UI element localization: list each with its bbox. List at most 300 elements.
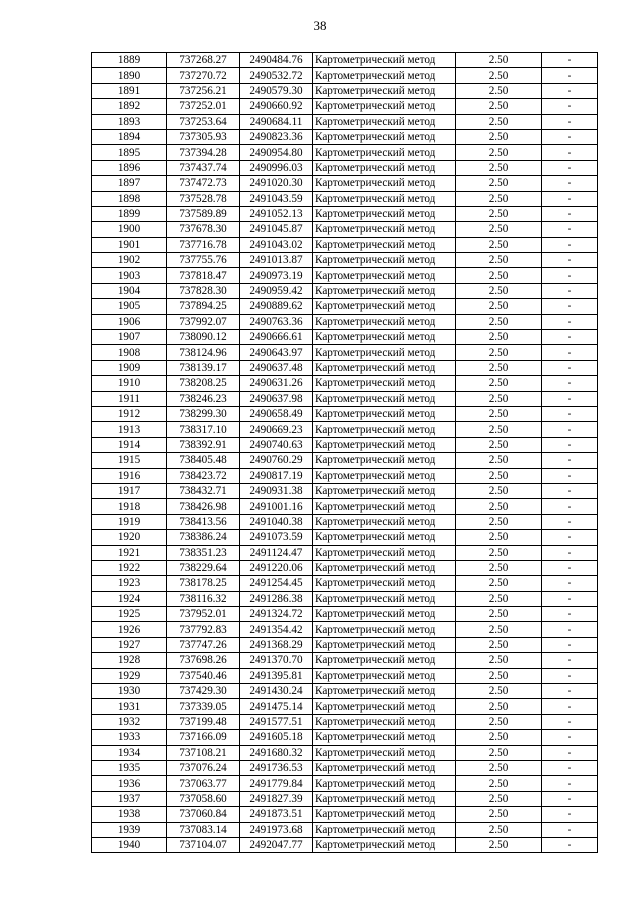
note-cell: - [542,468,598,483]
point-number-cell: 1891 [92,83,167,98]
note-cell: - [542,760,598,775]
table-row [92,653,598,668]
y-coordinate-cell: 2491368.29 [240,637,313,652]
note-cell: - [542,160,598,175]
note-cell: - [542,53,598,68]
y-coordinate-cell: 2490532.72 [240,68,313,83]
note-cell: - [542,483,598,498]
accuracy-cell: 2.50 [456,653,542,668]
table-row [92,622,598,637]
table-row [92,514,598,529]
x-coordinate-cell: 737755.76 [167,253,240,268]
y-coordinate-cell: 2491013.87 [240,253,313,268]
table-row [92,376,598,391]
method-cell: Картометрический метод [313,391,456,406]
y-coordinate-cell: 2491827.39 [240,791,313,806]
accuracy-cell: 2.50 [456,530,542,545]
x-coordinate-cell: 737818.47 [167,268,240,283]
point-number-cell: 1938 [92,807,167,822]
accuracy-cell: 2.50 [456,514,542,529]
method-cell: Картометрический метод [313,253,456,268]
note-cell: - [542,283,598,298]
point-number-cell: 1913 [92,422,167,437]
table-row [92,684,598,699]
table-row [92,299,598,314]
method-cell: Картометрический метод [313,268,456,283]
accuracy-cell: 2.50 [456,576,542,591]
table-row [92,360,598,375]
method-cell: Картометрический метод [313,437,456,452]
point-number-cell: 1911 [92,391,167,406]
point-number-cell: 1909 [92,360,167,375]
y-coordinate-cell: 2490637.48 [240,360,313,375]
x-coordinate-cell: 737305.93 [167,129,240,144]
x-coordinate-cell: 737339.05 [167,699,240,714]
x-coordinate-cell: 738299.30 [167,406,240,421]
x-coordinate-cell: 737678.30 [167,222,240,237]
table-row [92,345,598,360]
method-cell: Картометрический метод [313,607,456,622]
accuracy-cell: 2.50 [456,145,542,160]
accuracy-cell: 2.50 [456,191,542,206]
y-coordinate-cell: 2491395.81 [240,668,313,683]
table-row [92,807,598,822]
x-coordinate-cell: 738423.72 [167,468,240,483]
note-cell: - [542,345,598,360]
x-coordinate-cell: 738317.10 [167,422,240,437]
y-coordinate-cell: 2492047.77 [240,837,313,852]
method-cell: Картометрический метод [313,191,456,206]
accuracy-cell: 2.50 [456,160,542,175]
x-coordinate-cell: 737199.48 [167,714,240,729]
table-row [92,253,598,268]
note-cell: - [542,145,598,160]
note-cell: - [542,453,598,468]
x-coordinate-cell: 737104.07 [167,837,240,852]
point-number-cell: 1939 [92,822,167,837]
x-coordinate-cell: 738229.64 [167,560,240,575]
table-row [92,68,598,83]
y-coordinate-cell: 2491052.13 [240,206,313,221]
method-cell: Картометрический метод [313,684,456,699]
x-coordinate-cell: 737060.84 [167,807,240,822]
accuracy-cell: 2.50 [456,391,542,406]
accuracy-cell: 2.50 [456,330,542,345]
table-row [92,114,598,129]
point-number-cell: 1929 [92,668,167,683]
point-number-cell: 1933 [92,730,167,745]
note-cell: - [542,237,598,252]
accuracy-cell: 2.50 [456,129,542,144]
x-coordinate-cell: 737952.01 [167,607,240,622]
method-cell: Картометрический метод [313,222,456,237]
accuracy-cell: 2.50 [456,314,542,329]
method-cell: Картометрический метод [313,345,456,360]
y-coordinate-cell: 2491577.51 [240,714,313,729]
method-cell: Картометрический метод [313,822,456,837]
x-coordinate-cell: 737108.21 [167,745,240,760]
x-coordinate-cell: 737076.24 [167,760,240,775]
point-number-cell: 1926 [92,622,167,637]
method-cell: Картометрический метод [313,99,456,114]
x-coordinate-cell: 738426.98 [167,499,240,514]
note-cell: - [542,837,598,852]
note-cell: - [542,822,598,837]
x-coordinate-cell: 738246.23 [167,391,240,406]
y-coordinate-cell: 2491430.24 [240,684,313,699]
point-number-cell: 1895 [92,145,167,160]
point-number-cell: 1899 [92,206,167,221]
point-number-cell: 1910 [92,376,167,391]
method-cell: Картометрический метод [313,622,456,637]
table-row [92,637,598,652]
method-cell: Картометрический метод [313,453,456,468]
point-number-cell: 1934 [92,745,167,760]
point-number-cell: 1924 [92,591,167,606]
point-number-cell: 1928 [92,653,167,668]
note-cell: - [542,684,598,699]
method-cell: Картометрический метод [313,330,456,345]
y-coordinate-cell: 2491001.16 [240,499,313,514]
point-number-cell: 1907 [92,330,167,345]
method-cell: Картометрический метод [313,237,456,252]
note-cell: - [542,376,598,391]
accuracy-cell: 2.50 [456,206,542,221]
y-coordinate-cell: 2491043.02 [240,237,313,252]
accuracy-cell: 2.50 [456,268,542,283]
point-number-cell: 1923 [92,576,167,591]
table-row [92,268,598,283]
y-coordinate-cell: 2491286.38 [240,591,313,606]
note-cell: - [542,791,598,806]
accuracy-cell: 2.50 [456,807,542,822]
method-cell: Картометрический метод [313,514,456,529]
accuracy-cell: 2.50 [456,68,542,83]
accuracy-cell: 2.50 [456,483,542,498]
accuracy-cell: 2.50 [456,422,542,437]
table-row [92,668,598,683]
point-number-cell: 1908 [92,345,167,360]
point-number-cell: 1889 [92,53,167,68]
table-row [92,83,598,98]
note-cell: - [542,668,598,683]
x-coordinate-cell: 737472.73 [167,176,240,191]
table-body [92,53,598,853]
table-row [92,699,598,714]
point-number-cell: 1893 [92,114,167,129]
page-number: 38 [313,18,327,33]
method-cell: Картометрический метод [313,314,456,329]
table-row [92,206,598,221]
table-row [92,468,598,483]
method-cell: Картометрический метод [313,576,456,591]
method-cell: Картометрический метод [313,545,456,560]
y-coordinate-cell: 2490954.80 [240,145,313,160]
x-coordinate-cell: 737792.83 [167,622,240,637]
method-cell: Картометрический метод [313,730,456,745]
y-coordinate-cell: 2490637.98 [240,391,313,406]
y-coordinate-cell: 2491873.51 [240,807,313,822]
y-coordinate-cell: 2491736.53 [240,760,313,775]
method-cell: Картометрический метод [313,206,456,221]
table-row [92,437,598,452]
x-coordinate-cell: 737256.21 [167,83,240,98]
y-coordinate-cell: 2490817.19 [240,468,313,483]
note-cell: - [542,406,598,421]
note-cell: - [542,129,598,144]
table-row [92,499,598,514]
accuracy-cell: 2.50 [456,699,542,714]
table-row [92,160,598,175]
accuracy-cell: 2.50 [456,83,542,98]
method-cell: Картометрический метод [313,807,456,822]
y-coordinate-cell: 2491324.72 [240,607,313,622]
note-cell: - [542,637,598,652]
point-number-cell: 1904 [92,283,167,298]
y-coordinate-cell: 2490658.49 [240,406,313,421]
x-coordinate-cell: 737540.46 [167,668,240,683]
coordinates-table [91,52,598,853]
point-number-cell: 1919 [92,514,167,529]
y-coordinate-cell: 2490484.76 [240,53,313,68]
x-coordinate-cell: 737716.78 [167,237,240,252]
accuracy-cell: 2.50 [456,114,542,129]
accuracy-cell: 2.50 [456,468,542,483]
table-row [92,483,598,498]
y-coordinate-cell: 2491220.06 [240,560,313,575]
note-cell: - [542,268,598,283]
y-coordinate-cell: 2491045.87 [240,222,313,237]
x-coordinate-cell: 737894.25 [167,299,240,314]
table-row [92,837,598,852]
point-number-cell: 1898 [92,191,167,206]
accuracy-cell: 2.50 [456,545,542,560]
point-number-cell: 1902 [92,253,167,268]
y-coordinate-cell: 2491779.84 [240,776,313,791]
x-coordinate-cell: 737528.78 [167,191,240,206]
method-cell: Картометрический метод [313,791,456,806]
note-cell: - [542,314,598,329]
method-cell: Картометрический метод [313,468,456,483]
method-cell: Картометрический метод [313,376,456,391]
accuracy-cell: 2.50 [456,776,542,791]
accuracy-cell: 2.50 [456,637,542,652]
x-coordinate-cell: 737747.26 [167,637,240,652]
method-cell: Картометрический метод [313,83,456,98]
y-coordinate-cell: 2491973.68 [240,822,313,837]
x-coordinate-cell: 737437.74 [167,160,240,175]
point-number-cell: 1936 [92,776,167,791]
table-row [92,714,598,729]
table-row [92,145,598,160]
point-number-cell: 1906 [92,314,167,329]
accuracy-cell: 2.50 [456,668,542,683]
point-number-cell: 1900 [92,222,167,237]
x-coordinate-cell: 737058.60 [167,791,240,806]
point-number-cell: 1897 [92,176,167,191]
point-number-cell: 1894 [92,129,167,144]
x-coordinate-cell: 737698.26 [167,653,240,668]
x-coordinate-cell: 737992.07 [167,314,240,329]
table-row [92,591,598,606]
note-cell: - [542,514,598,529]
note-cell: - [542,807,598,822]
accuracy-cell: 2.50 [456,730,542,745]
point-number-cell: 1925 [92,607,167,622]
method-cell: Картометрический метод [313,776,456,791]
x-coordinate-cell: 738405.48 [167,453,240,468]
accuracy-cell: 2.50 [456,237,542,252]
table-row [92,176,598,191]
table-row [92,776,598,791]
x-coordinate-cell: 738392.91 [167,437,240,452]
y-coordinate-cell: 2491040.38 [240,514,313,529]
y-coordinate-cell: 2491605.18 [240,730,313,745]
table-row [92,822,598,837]
table-row [92,760,598,775]
note-cell: - [542,653,598,668]
note-cell: - [542,499,598,514]
note-cell: - [542,591,598,606]
table-row [92,99,598,114]
method-cell: Картометрический метод [313,422,456,437]
y-coordinate-cell: 2491354.42 [240,622,313,637]
accuracy-cell: 2.50 [456,607,542,622]
accuracy-cell: 2.50 [456,745,542,760]
method-cell: Картометрический метод [313,360,456,375]
y-coordinate-cell: 2490959.42 [240,283,313,298]
x-coordinate-cell: 738090.12 [167,330,240,345]
accuracy-cell: 2.50 [456,406,542,421]
method-cell: Картометрический метод [313,653,456,668]
note-cell: - [542,730,598,745]
accuracy-cell: 2.50 [456,360,542,375]
method-cell: Картометрический метод [313,53,456,68]
x-coordinate-cell: 738351.23 [167,545,240,560]
note-cell: - [542,330,598,345]
method-cell: Картометрический метод [313,160,456,175]
accuracy-cell: 2.50 [456,176,542,191]
note-cell: - [542,607,598,622]
point-number-cell: 1918 [92,499,167,514]
x-coordinate-cell: 737394.28 [167,145,240,160]
point-number-cell: 1935 [92,760,167,775]
table-row [92,530,598,545]
x-coordinate-cell: 738178.25 [167,576,240,591]
accuracy-cell: 2.50 [456,714,542,729]
point-number-cell: 1927 [92,637,167,652]
y-coordinate-cell: 2491254.45 [240,576,313,591]
note-cell: - [542,714,598,729]
x-coordinate-cell: 737268.27 [167,53,240,68]
y-coordinate-cell: 2490740.63 [240,437,313,452]
y-coordinate-cell: 2490669.23 [240,422,313,437]
table-row [92,406,598,421]
x-coordinate-cell: 737166.09 [167,730,240,745]
accuracy-cell: 2.50 [456,791,542,806]
x-coordinate-cell: 737063.77 [167,776,240,791]
y-coordinate-cell: 2490931.38 [240,483,313,498]
y-coordinate-cell: 2491043.59 [240,191,313,206]
method-cell: Картометрический метод [313,760,456,775]
accuracy-cell: 2.50 [456,822,542,837]
table-row [92,129,598,144]
method-cell: Картометрический метод [313,114,456,129]
y-coordinate-cell: 2490760.29 [240,453,313,468]
method-cell: Картометрический метод [313,68,456,83]
note-cell: - [542,253,598,268]
point-number-cell: 1912 [92,406,167,421]
table-row [92,576,598,591]
point-number-cell: 1890 [92,68,167,83]
x-coordinate-cell: 737252.01 [167,99,240,114]
point-number-cell: 1901 [92,237,167,252]
table-row [92,453,598,468]
method-cell: Картометрический метод [313,283,456,298]
note-cell: - [542,99,598,114]
table-row [92,314,598,329]
method-cell: Картометрический метод [313,176,456,191]
method-cell: Картометрический метод [313,591,456,606]
note-cell: - [542,299,598,314]
table-row [92,283,598,298]
accuracy-cell: 2.50 [456,222,542,237]
x-coordinate-cell: 737828.30 [167,283,240,298]
table-row [92,545,598,560]
x-coordinate-cell: 738413.56 [167,514,240,529]
table-row [92,607,598,622]
x-coordinate-cell: 737429.30 [167,684,240,699]
method-cell: Картометрический метод [313,668,456,683]
point-number-cell: 1932 [92,714,167,729]
accuracy-cell: 2.50 [456,53,542,68]
y-coordinate-cell: 2490684.11 [240,114,313,129]
accuracy-cell: 2.50 [456,622,542,637]
accuracy-cell: 2.50 [456,684,542,699]
table-row [92,191,598,206]
note-cell: - [542,206,598,221]
note-cell: - [542,68,598,83]
accuracy-cell: 2.50 [456,591,542,606]
accuracy-cell: 2.50 [456,376,542,391]
point-number-cell: 1914 [92,437,167,452]
x-coordinate-cell: 738116.32 [167,591,240,606]
table-row [92,391,598,406]
y-coordinate-cell: 2490631.26 [240,376,313,391]
y-coordinate-cell: 2490660.92 [240,99,313,114]
accuracy-cell: 2.50 [456,283,542,298]
x-coordinate-cell: 738139.17 [167,360,240,375]
point-number-cell: 1917 [92,483,167,498]
method-cell: Картометрический метод [313,483,456,498]
note-cell: - [542,745,598,760]
accuracy-cell: 2.50 [456,837,542,852]
table-row [92,53,598,68]
x-coordinate-cell: 737253.64 [167,114,240,129]
table-row [92,745,598,760]
note-cell: - [542,222,598,237]
note-cell: - [542,699,598,714]
y-coordinate-cell: 2490823.36 [240,129,313,144]
point-number-cell: 1940 [92,837,167,852]
note-cell: - [542,422,598,437]
x-coordinate-cell: 737270.72 [167,68,240,83]
y-coordinate-cell: 2491370.70 [240,653,313,668]
note-cell: - [542,191,598,206]
point-number-cell: 1921 [92,545,167,560]
method-cell: Картометрический метод [313,745,456,760]
table-row [92,222,598,237]
